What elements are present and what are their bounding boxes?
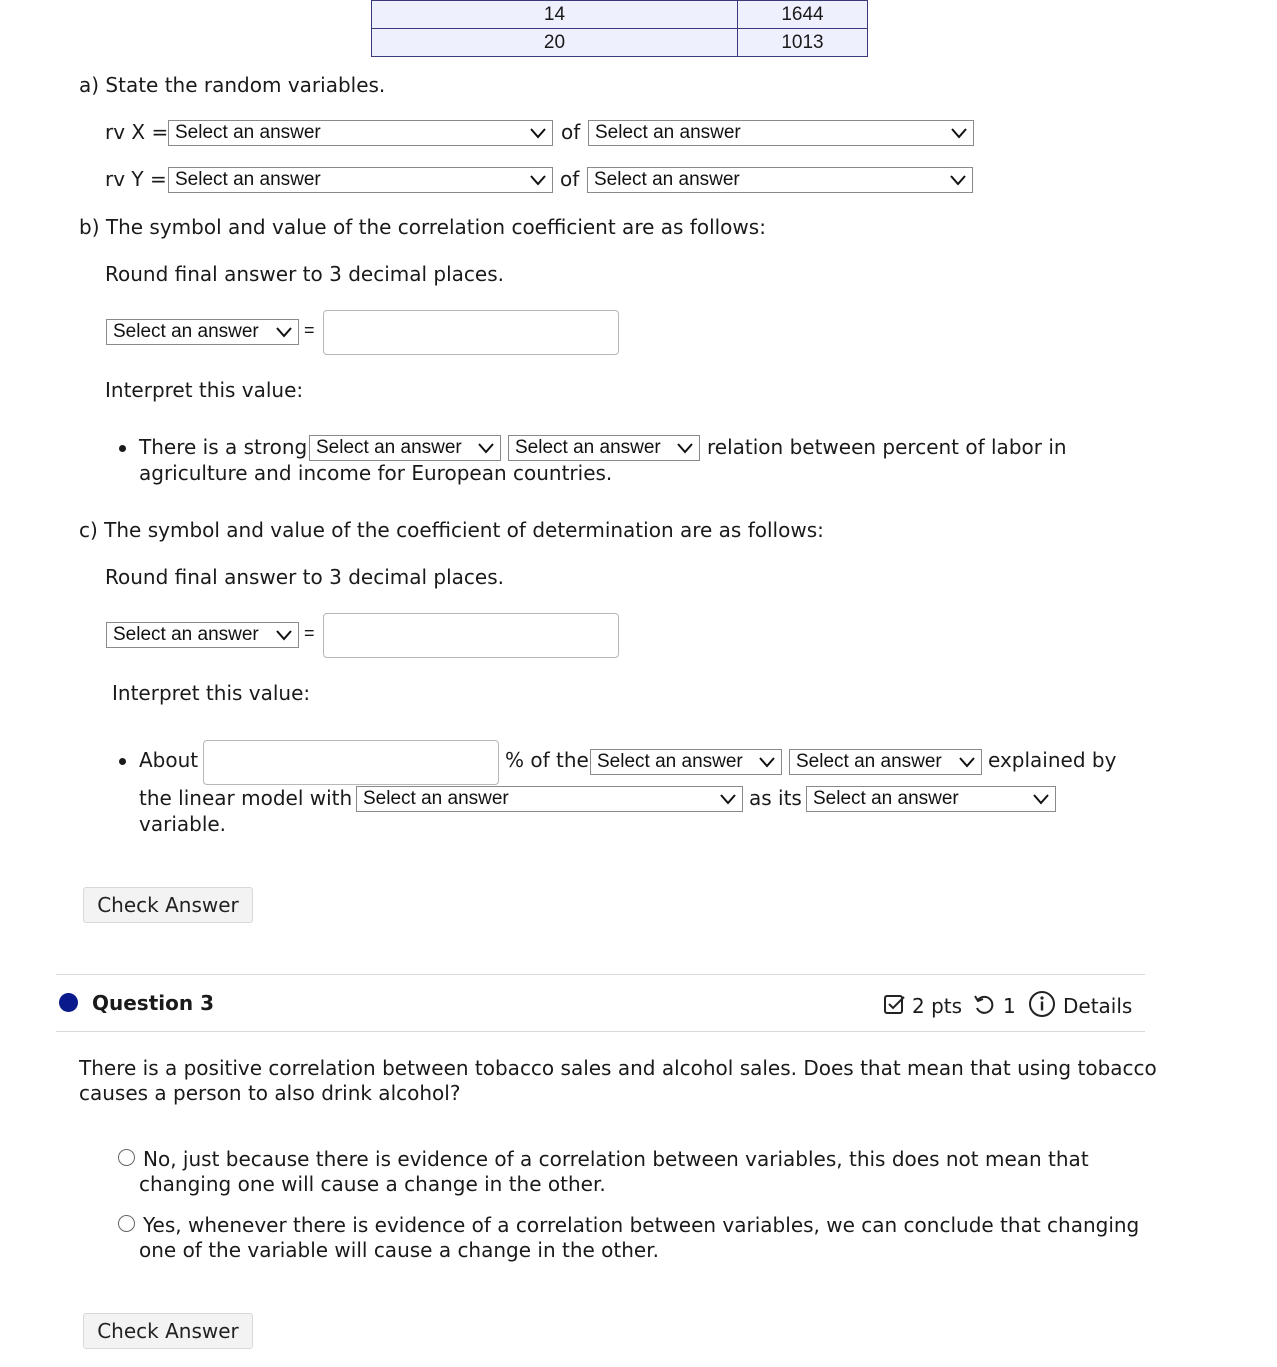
rv-x-label: rv X = bbox=[105, 120, 169, 144]
variable-label: variable. bbox=[139, 812, 227, 836]
bullet bbox=[119, 445, 126, 452]
points-label: 2 pts bbox=[912, 994, 963, 1018]
as-its-label: as its bbox=[749, 786, 802, 810]
bullet-line2: agriculture and income for European countries. bbox=[139, 461, 613, 485]
select-value: Select an answer bbox=[363, 788, 509, 809]
interpret-label: Interpret this value: bbox=[105, 378, 304, 402]
option-label: one of the variable will cause a change in the other. bbox=[139, 1238, 659, 1262]
check-answer-button[interactable]: Check Answer bbox=[83, 1313, 253, 1349]
table-cell: 1644 bbox=[738, 1, 868, 29]
table-row bbox=[372, 29, 868, 57]
option-label: changing one will cause a change in the other. bbox=[139, 1172, 606, 1196]
attempts-count: 1 bbox=[1003, 994, 1016, 1018]
table-cell: 1013 bbox=[738, 29, 868, 57]
rv-y-label: rv Y = bbox=[105, 167, 167, 191]
rv-x-variable-select[interactable] bbox=[168, 120, 553, 146]
variable-role-select[interactable] bbox=[789, 749, 982, 775]
data-table bbox=[371, 0, 868, 57]
part-b-prompt: b) The symbol and value of the correlation coefficient are as follows: bbox=[79, 215, 766, 239]
variation-type-select[interactable] bbox=[590, 749, 782, 775]
chevron-down-icon bbox=[720, 793, 736, 805]
select-value: Select an answer bbox=[813, 788, 959, 809]
select-value: Select an answer bbox=[113, 624, 259, 645]
select-value: Select an answer bbox=[175, 122, 321, 143]
details-link[interactable]: Details bbox=[1063, 994, 1133, 1018]
of-label: of bbox=[560, 167, 580, 191]
bullet-suffix: relation between percent of labor in bbox=[707, 435, 1067, 459]
rv-y-variable-select[interactable] bbox=[168, 167, 553, 193]
radio-option-yes[interactable] bbox=[118, 1215, 135, 1232]
chevron-down-icon bbox=[530, 127, 546, 139]
question-title: Question 3 bbox=[92, 991, 214, 1015]
percent-input[interactable] bbox=[203, 740, 499, 785]
select-value: Select an answer bbox=[595, 122, 741, 143]
select-value: Select an answer bbox=[316, 437, 462, 458]
round-note: Round final answer to 3 decimal places. bbox=[105, 565, 504, 589]
interpret-label: Interpret this value: bbox=[112, 681, 311, 705]
select-value: Select an answer bbox=[515, 437, 661, 458]
option-label: Yes, whenever there is evidence of a correlation between variables, we can conclude that changing bbox=[143, 1213, 1140, 1237]
points-checkbox-icon bbox=[883, 994, 907, 1016]
radio-option-no[interactable] bbox=[118, 1149, 135, 1166]
select-value: Select an answer bbox=[175, 169, 321, 190]
correlation-value-input[interactable] bbox=[323, 310, 619, 355]
select-value: Select an answer bbox=[594, 169, 740, 190]
chevron-down-icon bbox=[530, 174, 546, 186]
correlation-symbol-select[interactable] bbox=[106, 319, 299, 345]
of-label: of bbox=[561, 120, 581, 144]
select-value: Select an answer bbox=[597, 751, 743, 772]
chevron-down-icon bbox=[1033, 793, 1049, 805]
bullet-prefix: There is a strong bbox=[139, 435, 308, 459]
relation-type-select[interactable] bbox=[508, 435, 700, 461]
determination-value-input[interactable] bbox=[323, 613, 619, 658]
select-value: Select an answer bbox=[113, 321, 259, 342]
question-prompt: There is a positive correlation between tobacco sales and alcohol sales. Does that mean that using tobacco bbox=[79, 1056, 1157, 1080]
linear-model-label: the linear model with bbox=[139, 786, 353, 810]
rv-y-of-select[interactable] bbox=[587, 167, 973, 193]
linear-model-variable-select[interactable] bbox=[356, 786, 743, 812]
determination-symbol-select[interactable] bbox=[106, 622, 299, 648]
variable-role-select-2[interactable] bbox=[806, 786, 1056, 812]
bullet bbox=[119, 758, 126, 765]
option-label: No, just because there is evidence of a correlation between variables, this does not mean that bbox=[143, 1147, 1089, 1171]
retry-icon bbox=[972, 994, 996, 1016]
select-value: Select an answer bbox=[796, 751, 942, 772]
question-prompt: causes a person to also drink alcohol? bbox=[79, 1081, 461, 1105]
status-indicator bbox=[59, 993, 78, 1012]
chevron-down-icon bbox=[677, 442, 693, 454]
part-c-prompt: c) The symbol and value of the coefficient of determination are as follows: bbox=[79, 518, 824, 542]
info-icon[interactable] bbox=[1028, 990, 1056, 1018]
chevron-down-icon bbox=[478, 442, 494, 454]
chevron-down-icon bbox=[276, 629, 292, 641]
divider bbox=[56, 974, 1145, 975]
rv-x-of-select[interactable] bbox=[588, 120, 974, 146]
equals-sign: = bbox=[304, 320, 315, 340]
chevron-down-icon bbox=[959, 756, 975, 768]
table-row bbox=[372, 1, 868, 29]
divider bbox=[56, 1031, 1145, 1032]
percent-of-the-label: % of the bbox=[505, 748, 589, 772]
part-a-prompt: a) State the random variables. bbox=[79, 73, 386, 97]
chevron-down-icon bbox=[759, 756, 775, 768]
table-cell: 14 bbox=[372, 1, 738, 29]
table-cell: 20 bbox=[372, 29, 738, 57]
chevron-down-icon bbox=[951, 127, 967, 139]
chevron-down-icon bbox=[950, 174, 966, 186]
about-label: About bbox=[139, 748, 199, 772]
check-answer-button[interactable]: Check Answer bbox=[83, 887, 253, 923]
strength-direction-select[interactable] bbox=[309, 435, 501, 461]
equals-sign: = bbox=[304, 623, 315, 643]
round-note: Round final answer to 3 decimal places. bbox=[105, 262, 504, 286]
chevron-down-icon bbox=[276, 326, 292, 338]
explained-by-label: explained by bbox=[988, 748, 1117, 772]
